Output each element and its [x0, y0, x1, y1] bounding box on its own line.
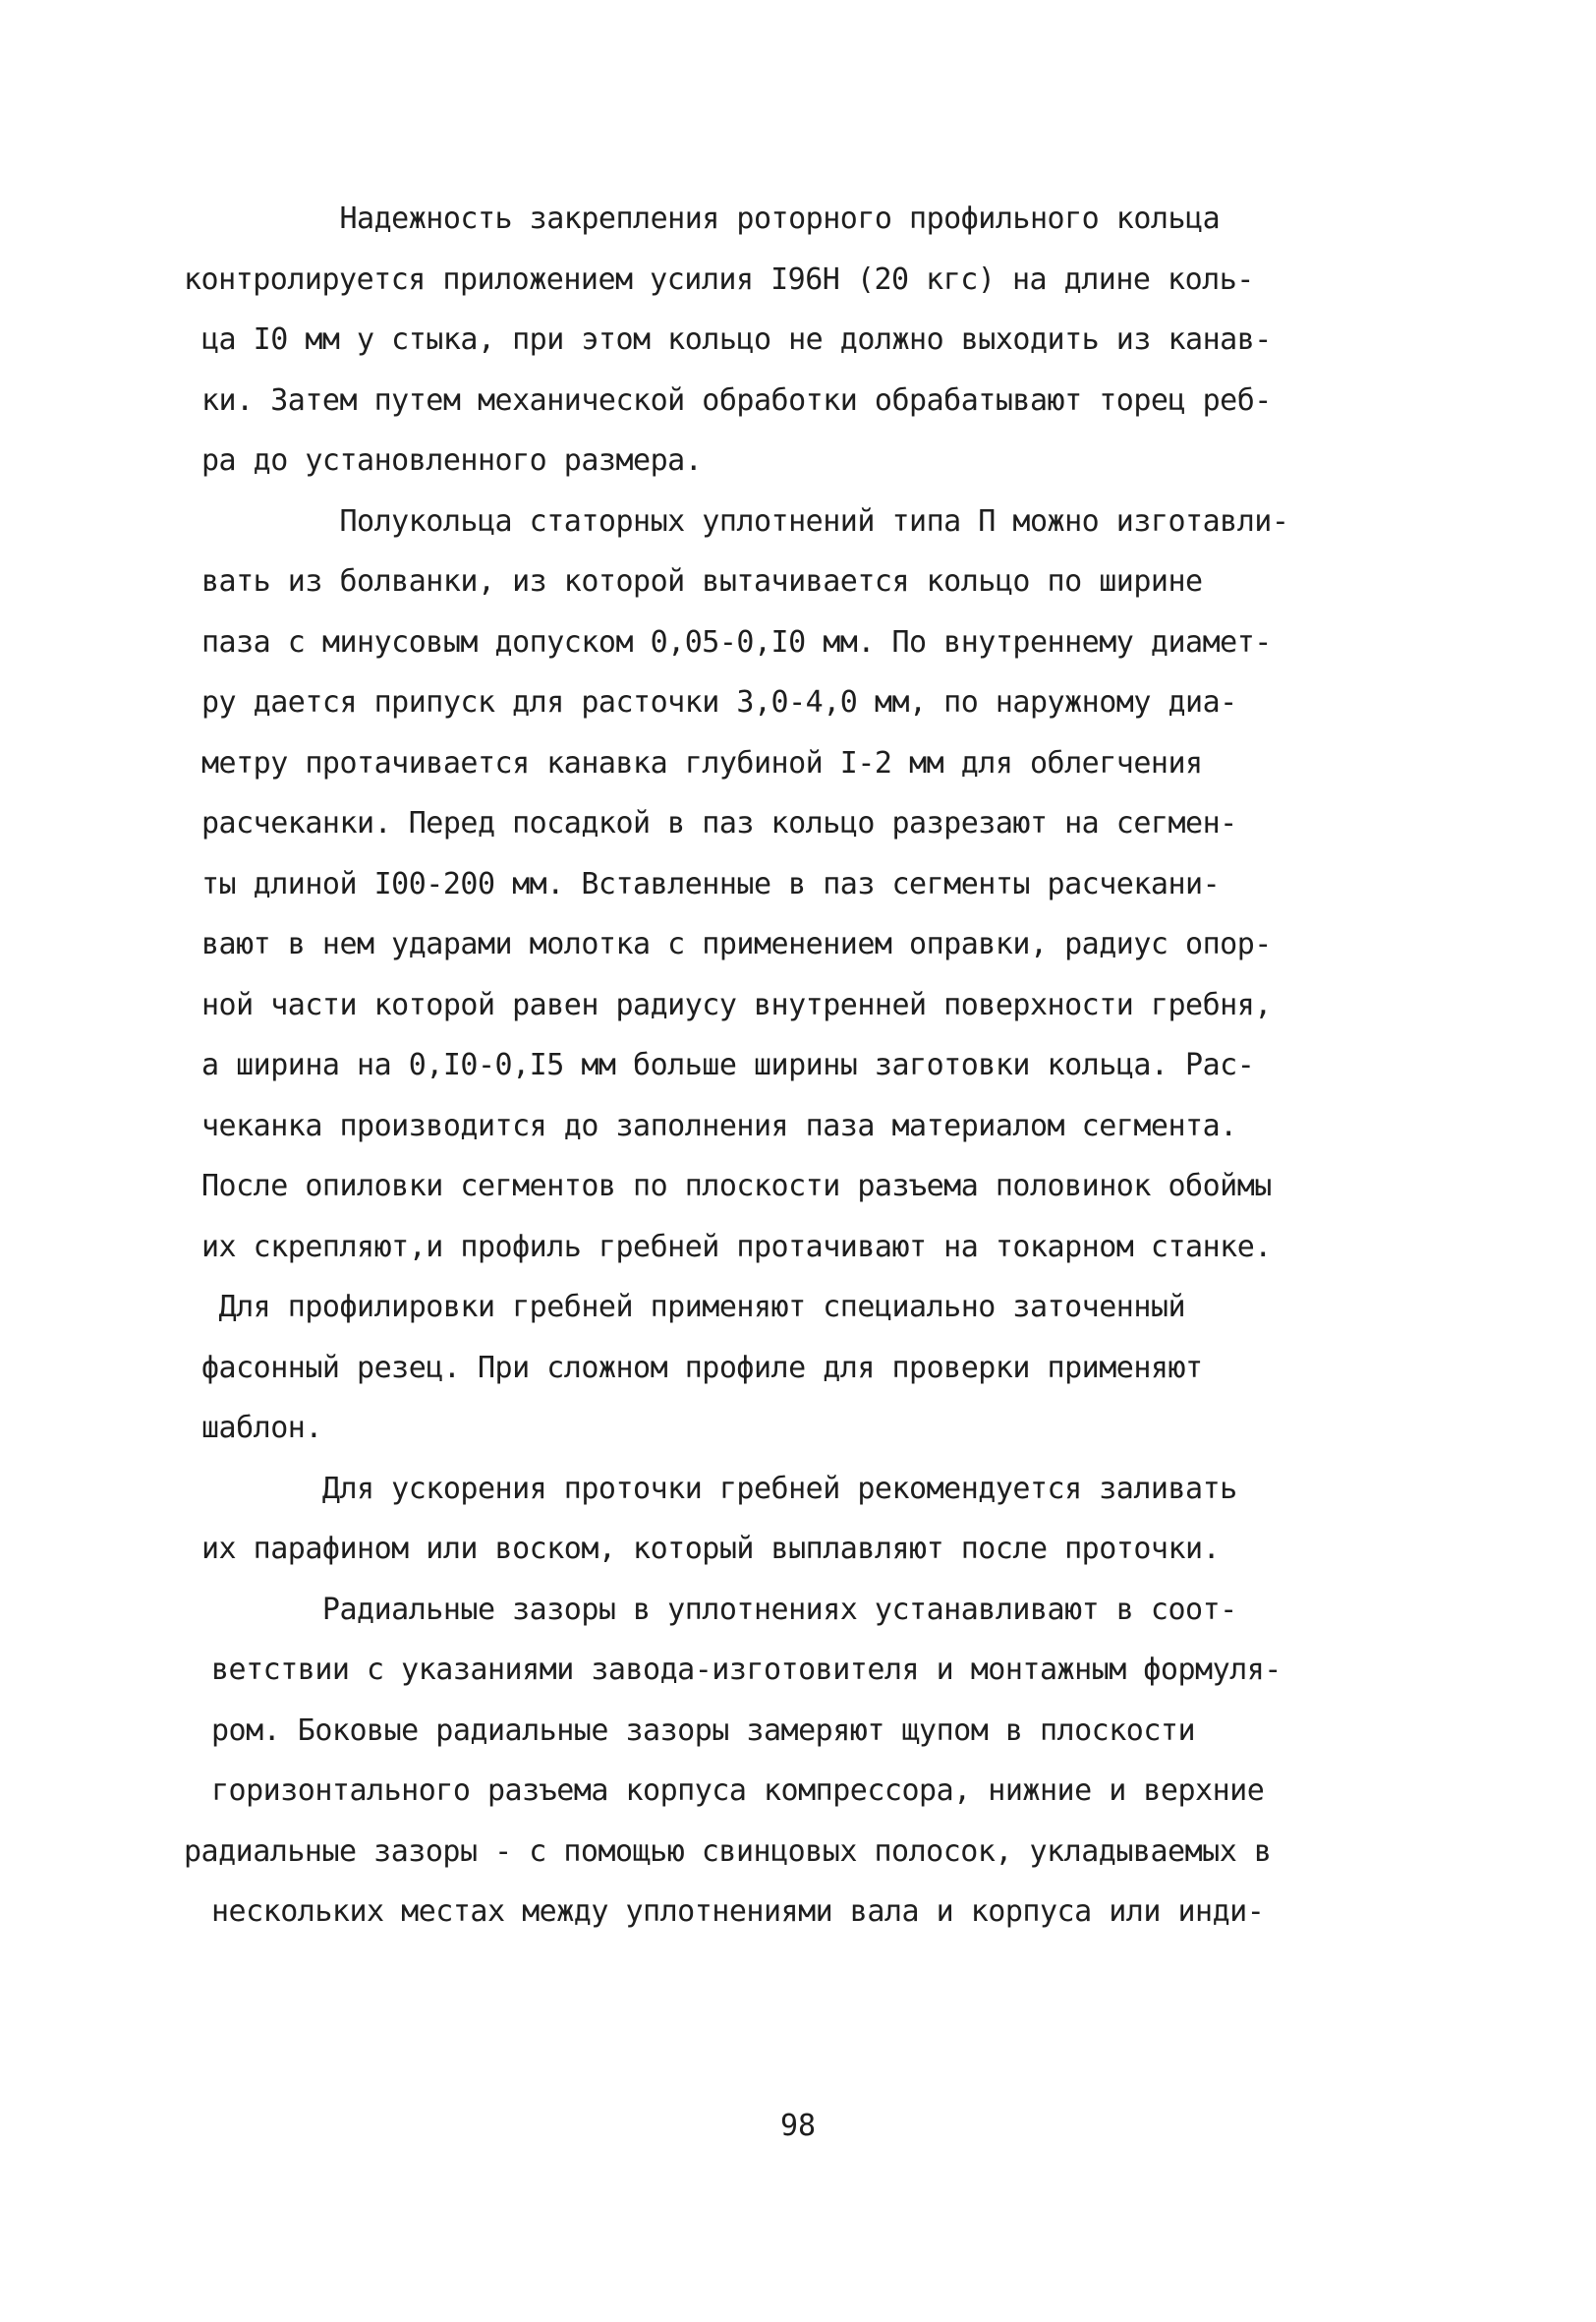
text-line: их парафином или воском, который выплавляют после проточки.: [201, 1532, 1221, 1566]
text-line: горизонтального разъема корпуса компрессора, нижние и верхние: [211, 1773, 1265, 1808]
text-line: расчеканки. Перед посадкой в паз кольцо разрезают на сегмен-: [201, 806, 1237, 841]
text-line: ты длиной I00-200 мм. Вставленные в паз сегменты расчекани-: [201, 866, 1221, 901]
text-line: Надежность закрепления роторного профильного кольца: [201, 202, 1221, 236]
text-line: ром. Боковые радиальные зазоры замеряют щупом в плоскости: [211, 1712, 1196, 1748]
text-line: вают в нем ударами молотка с применением оправки, радиус опор-: [201, 927, 1272, 961]
text-line: ра до установленного размера.: [201, 443, 703, 478]
text-line: фасонный резец. При сложном профиле для проверки применяют: [201, 1350, 1203, 1385]
text-line: метру протачивается канавка глубиной I-2 мм для облегчения: [201, 745, 1203, 781]
text-line: чеканка производится до заполнения паза материалом сегмента.: [201, 1108, 1237, 1143]
text-line: их скрепляют,и профиль гребней протачивают на токарном станке.: [201, 1229, 1272, 1264]
text-line: паза с минусовым допуском 0,05-0,I0 мм. По внутреннему диамет-: [201, 624, 1272, 660]
page-number: 98: [779, 2109, 817, 2143]
body-text: [184, 189, 1420, 1943]
text-line: контролируется приложением усилия I96Н (20 кгс) на длине коль-: [184, 261, 1254, 297]
text-line: ца I0 мм у стыка, при этом кольцо не должно выходить из канав-: [201, 322, 1272, 357]
text-line: радиальные зазоры - с помощью свинцовых полосок, укладываемых в: [184, 1833, 1272, 1869]
text-line: ки. Затем путем механической обработки обрабатывают торец реб-: [201, 382, 1272, 418]
text-line: шаблон.: [201, 1411, 322, 1445]
text-line: а ширина на 0,I0-0,I5 мм больше ширины заготовки кольца. Рас-: [201, 1048, 1255, 1082]
text-line: Полукольца статорных уплотнений типа П можно изготавли-: [201, 503, 1289, 539]
text-line: ной части которой равен радиусу внутренней поверхности гребня,: [201, 987, 1272, 1022]
text-line: Для ускорения проточки гребней рекомендуется заливать: [201, 1471, 1237, 1506]
text-line: ру дается припуск для расточки 3,0-4,0 мм, по наружному диа-: [201, 685, 1237, 720]
text-line: вать из болванки, из которой вытачивается кольцо по ширине: [201, 564, 1203, 599]
text-line: ветствии с указаниями завода-изготовителя и монтажным формуля-: [211, 1653, 1282, 1687]
text-line: нескольких местах между уплотнениями вала и корпуса или инди-: [211, 1894, 1265, 1929]
text-line: Радиальные зазоры в уплотнениях устанавливают в соот-: [201, 1592, 1237, 1627]
text-line: Для профилировки гребней применяют специально заточенный: [201, 1290, 1186, 1324]
text-line: После опиловки сегментов по плоскости разъема половинок обоймы: [201, 1169, 1272, 1203]
